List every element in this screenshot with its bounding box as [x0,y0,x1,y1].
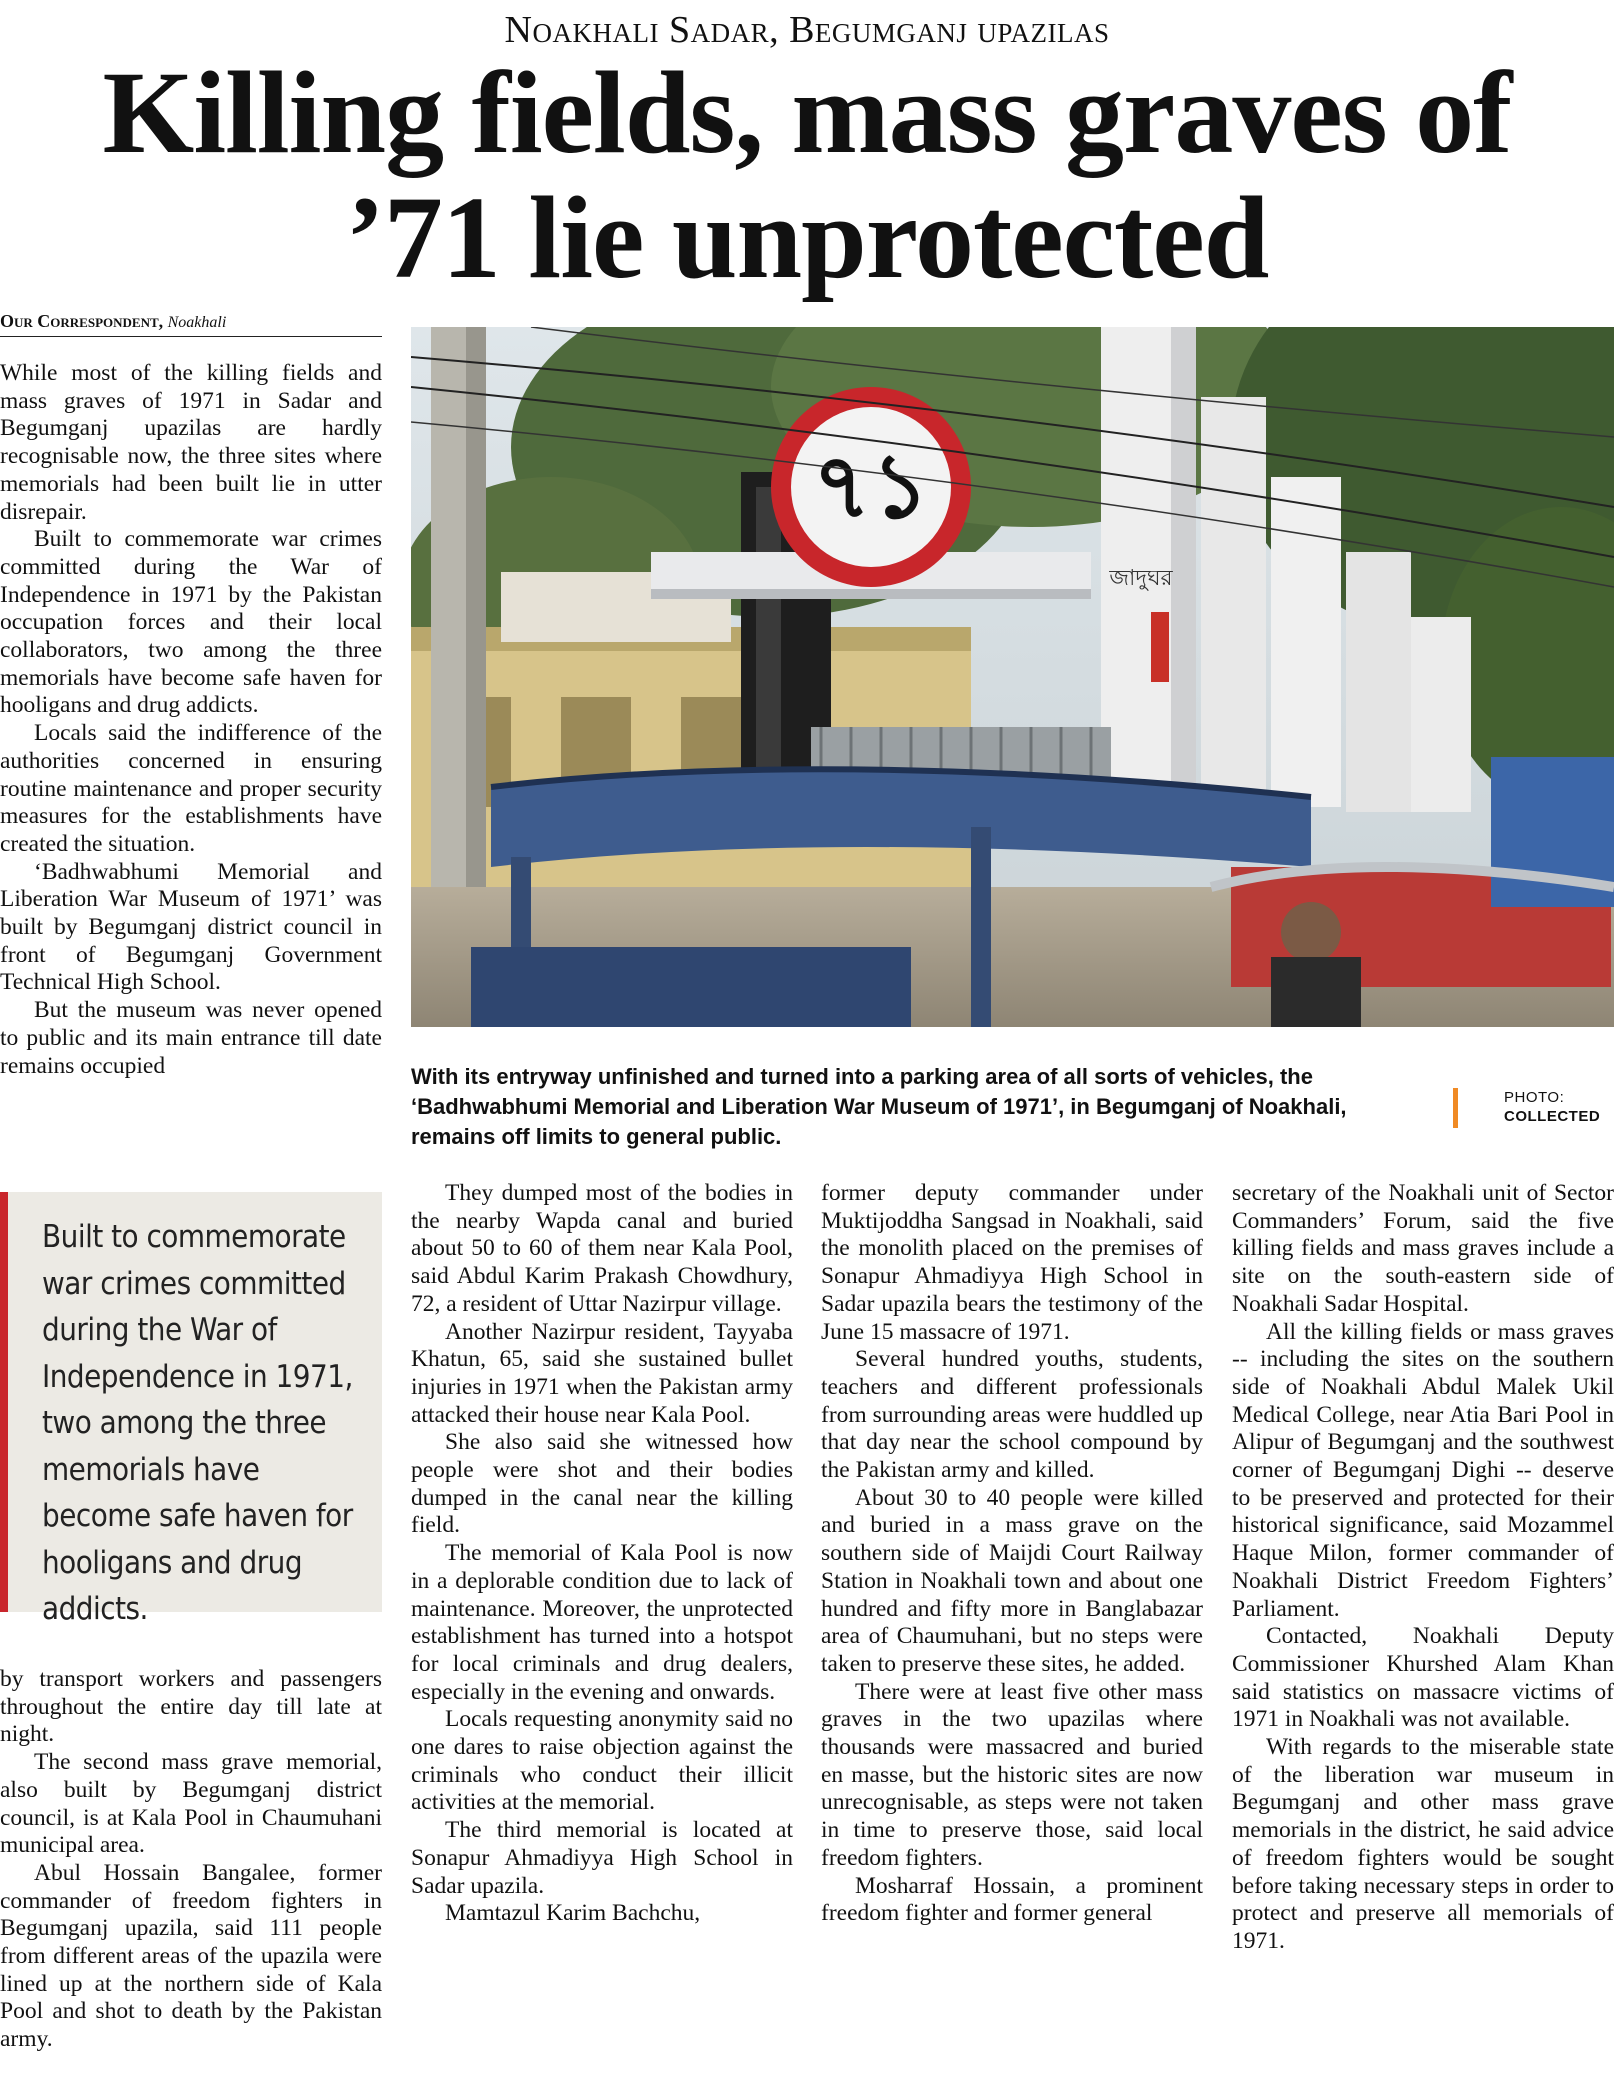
museum-photo [411,327,1614,1027]
article-paragraph: They dumped most of the bodies in the nearby Wapda canal and buried about 50 to 60 of them near Kala Pool, said Abdul Karim Prakash Chowdhury, 72, a resident of Uttar Nazirpur village. [411,1180,793,1317]
article-paragraph: Mamtazul Karim Bachchu, [445,1900,701,1927]
article-paragraph: She also said she witnessed how people were shot and their bodies dumped in the canal near the killing field. [411,1429,793,1539]
article-paragraph: About 30 to 40 people were killed and buried in a mass grave on the southern side of Maijdi Court Railway Station in Noakhali town and about one hundred and fifty more in Banglabazar area of Chaumuhani, but no steps were taken to preserve these sites, he added. [821,1484,1203,1677]
byline-author: Our Correspondent, [0,311,164,331]
article-paragraph: Locals said the indifference of the authorities concerned in ensuring routine maintenance and proper security measures for the establishments have created the situation. [0,720,382,857]
byline-place: Noakhali [167,314,227,331]
photo-credit-label: PHOTO: [1504,1089,1565,1106]
article-column-2 [411,1180,793,1928]
article-paragraph: The second mass grave memorial, also built by Begumganj district council, is at Kala Pool in Chaumuhani municipal area. [0,1749,382,1859]
article-paragraph: Mosharraf Hossain, a prominent freedom fighter and former general [821,1872,1203,1927]
article-paragraph: Built to commemorate war crimes committed during the War of Independence in 1971 by the Pakistan occupation forces and their local collaborators, two among the three memorials have become safe haven for hooligans and drug addicts. [0,526,382,719]
article-paragraph: While most of the killing fields and mass graves of 1971 in Sadar and Begumganj upazilas are hardly recognisable now, the three sites where memorials had been built lie in utter disrepair. [0,360,382,525]
museum-sign: জাদুঘর [1109,566,1173,591]
museum-entrance-image [411,327,1614,1027]
article-paragraph: Contacted, Noakhali Deputy Commissioner Khurshed Alam Khan said statistics on massacre victims of 1971 in Noakhali was not available. [1232,1623,1614,1733]
photo-credit-name: COLLECTED [1504,1108,1601,1125]
article-column-4 [1232,1180,1614,1956]
article-paragraph: The third memorial is located at Sonapur Ahmadiyya High School in Sadar upazila. [411,1817,793,1899]
photo-caption: With its entryway unfinished and turned into a parking area of all sorts of vehicles, the ‘Badhwabhumi Memorial and Liberation War Museum of 1971’, in Begumganj of Noakhali, remains off limits to general public. [411,1064,1347,1149]
section-kicker: Noakhali Sadar, Begumganj upazilas [504,9,1110,51]
article-paragraph: Another Nazirpur resident, Tayyaba Khatun, 65, said she sustained bullet injuries in 1971 when the Pakistan army attacked their house near Kala Pool. [411,1318,793,1428]
article-paragraph: But the museum was never opened to public and its main entrance till date remains occupied [0,997,382,1079]
article-paragraph: Locals requesting anonymity said no one dares to raise objection against the criminals who conduct their illicit activities at the memorial. [411,1706,793,1816]
article-paragraph: With regards to the miserable state of the liberation war museum in Begumganj and other mass grave memorials in the district, he said advice of freedom fighters would be sought before taking necessary steps in order to protect and preserve all memorials of 1971. [1232,1734,1614,1954]
photo-credit [1453,1088,1600,1128]
article-paragraph: Abul Hossain Bangalee, former commander of freedom fighters in Begumganj upazila, said 111 people from different areas of the upazila were lined up at the northern side of Kala Pool and shot to death by the Pakistan army. [0,1859,382,2053]
article-column-3 [821,1180,1203,1928]
byline [0,311,382,337]
pull-quote: Built to commemorate war crimes committed during the War of Independence in 1971, two among the three memorials have become safe haven for hooligans and drug addicts. [0,1192,382,1612]
article-paragraph: by transport workers and passengers throughout the entire day till late at night. [0,1666,382,1748]
article-paragraph: secretary of the Noakhali unit of Sector Commanders’ Forum, said the five killing fields and mass graves include a site on the south-eastern side of Noakhali Sadar Hospital. [1232,1180,1614,1317]
article-paragraph: There were at least five other mass graves in the two upazilas where thousands were massacred and buried en masse, but the historic sites are now unrecognisable, as steps were not taken in time to preserve those, said local freedom fighters. [821,1678,1203,1871]
headline: Killing fields, mass graves of ’71 lie unprotected [102,47,1512,303]
article-paragraph: Several hundred youths, students, teachers and different professionals from surrounding areas were huddled up that day near the school compound by the Pakistan army and killed. [821,1346,1203,1484]
article-column-1-top [0,360,382,1080]
article-paragraph: The memorial of Kala Pool is now in a deplorable condition due to lack of maintenance. Moreover, the unprotected establishment has turned into a hotspot for local criminals and drug dealers, especially in the evening and onwards. [411,1540,793,1705]
article-paragraph: ‘Badhwabhumi Memorial and Liberation War Museum of 1971’ was built by Begumganj district council in front of Begumganj Government Technical High School. [0,858,382,996]
article-paragraph: former deputy commander under Muktijoddha Sangsad in Noakhali, said the monolith placed on the premises of Sonapur Ahmadiyya High School in Sadar upazila bears the testimony of the June 15 massacre of 1971. [821,1180,1203,1345]
emblem-71: ৭১ [812,434,930,539]
article-column-1-bottom [0,1666,382,2054]
article-paragraph: All the killing fields or mass graves -- including the sites on the southern side of Noakhali Abdul Malek Ukil Medical College, near Atia Bari Pool in Alipur of Begumganj and the southwest corner of Begumganj Dighi -- deserve to be preserved and protected for their historical significance, said Mozammel Haque Milon, former commander of Noakhali District Freedom Fighters’ Parliament. [1232,1318,1614,1622]
